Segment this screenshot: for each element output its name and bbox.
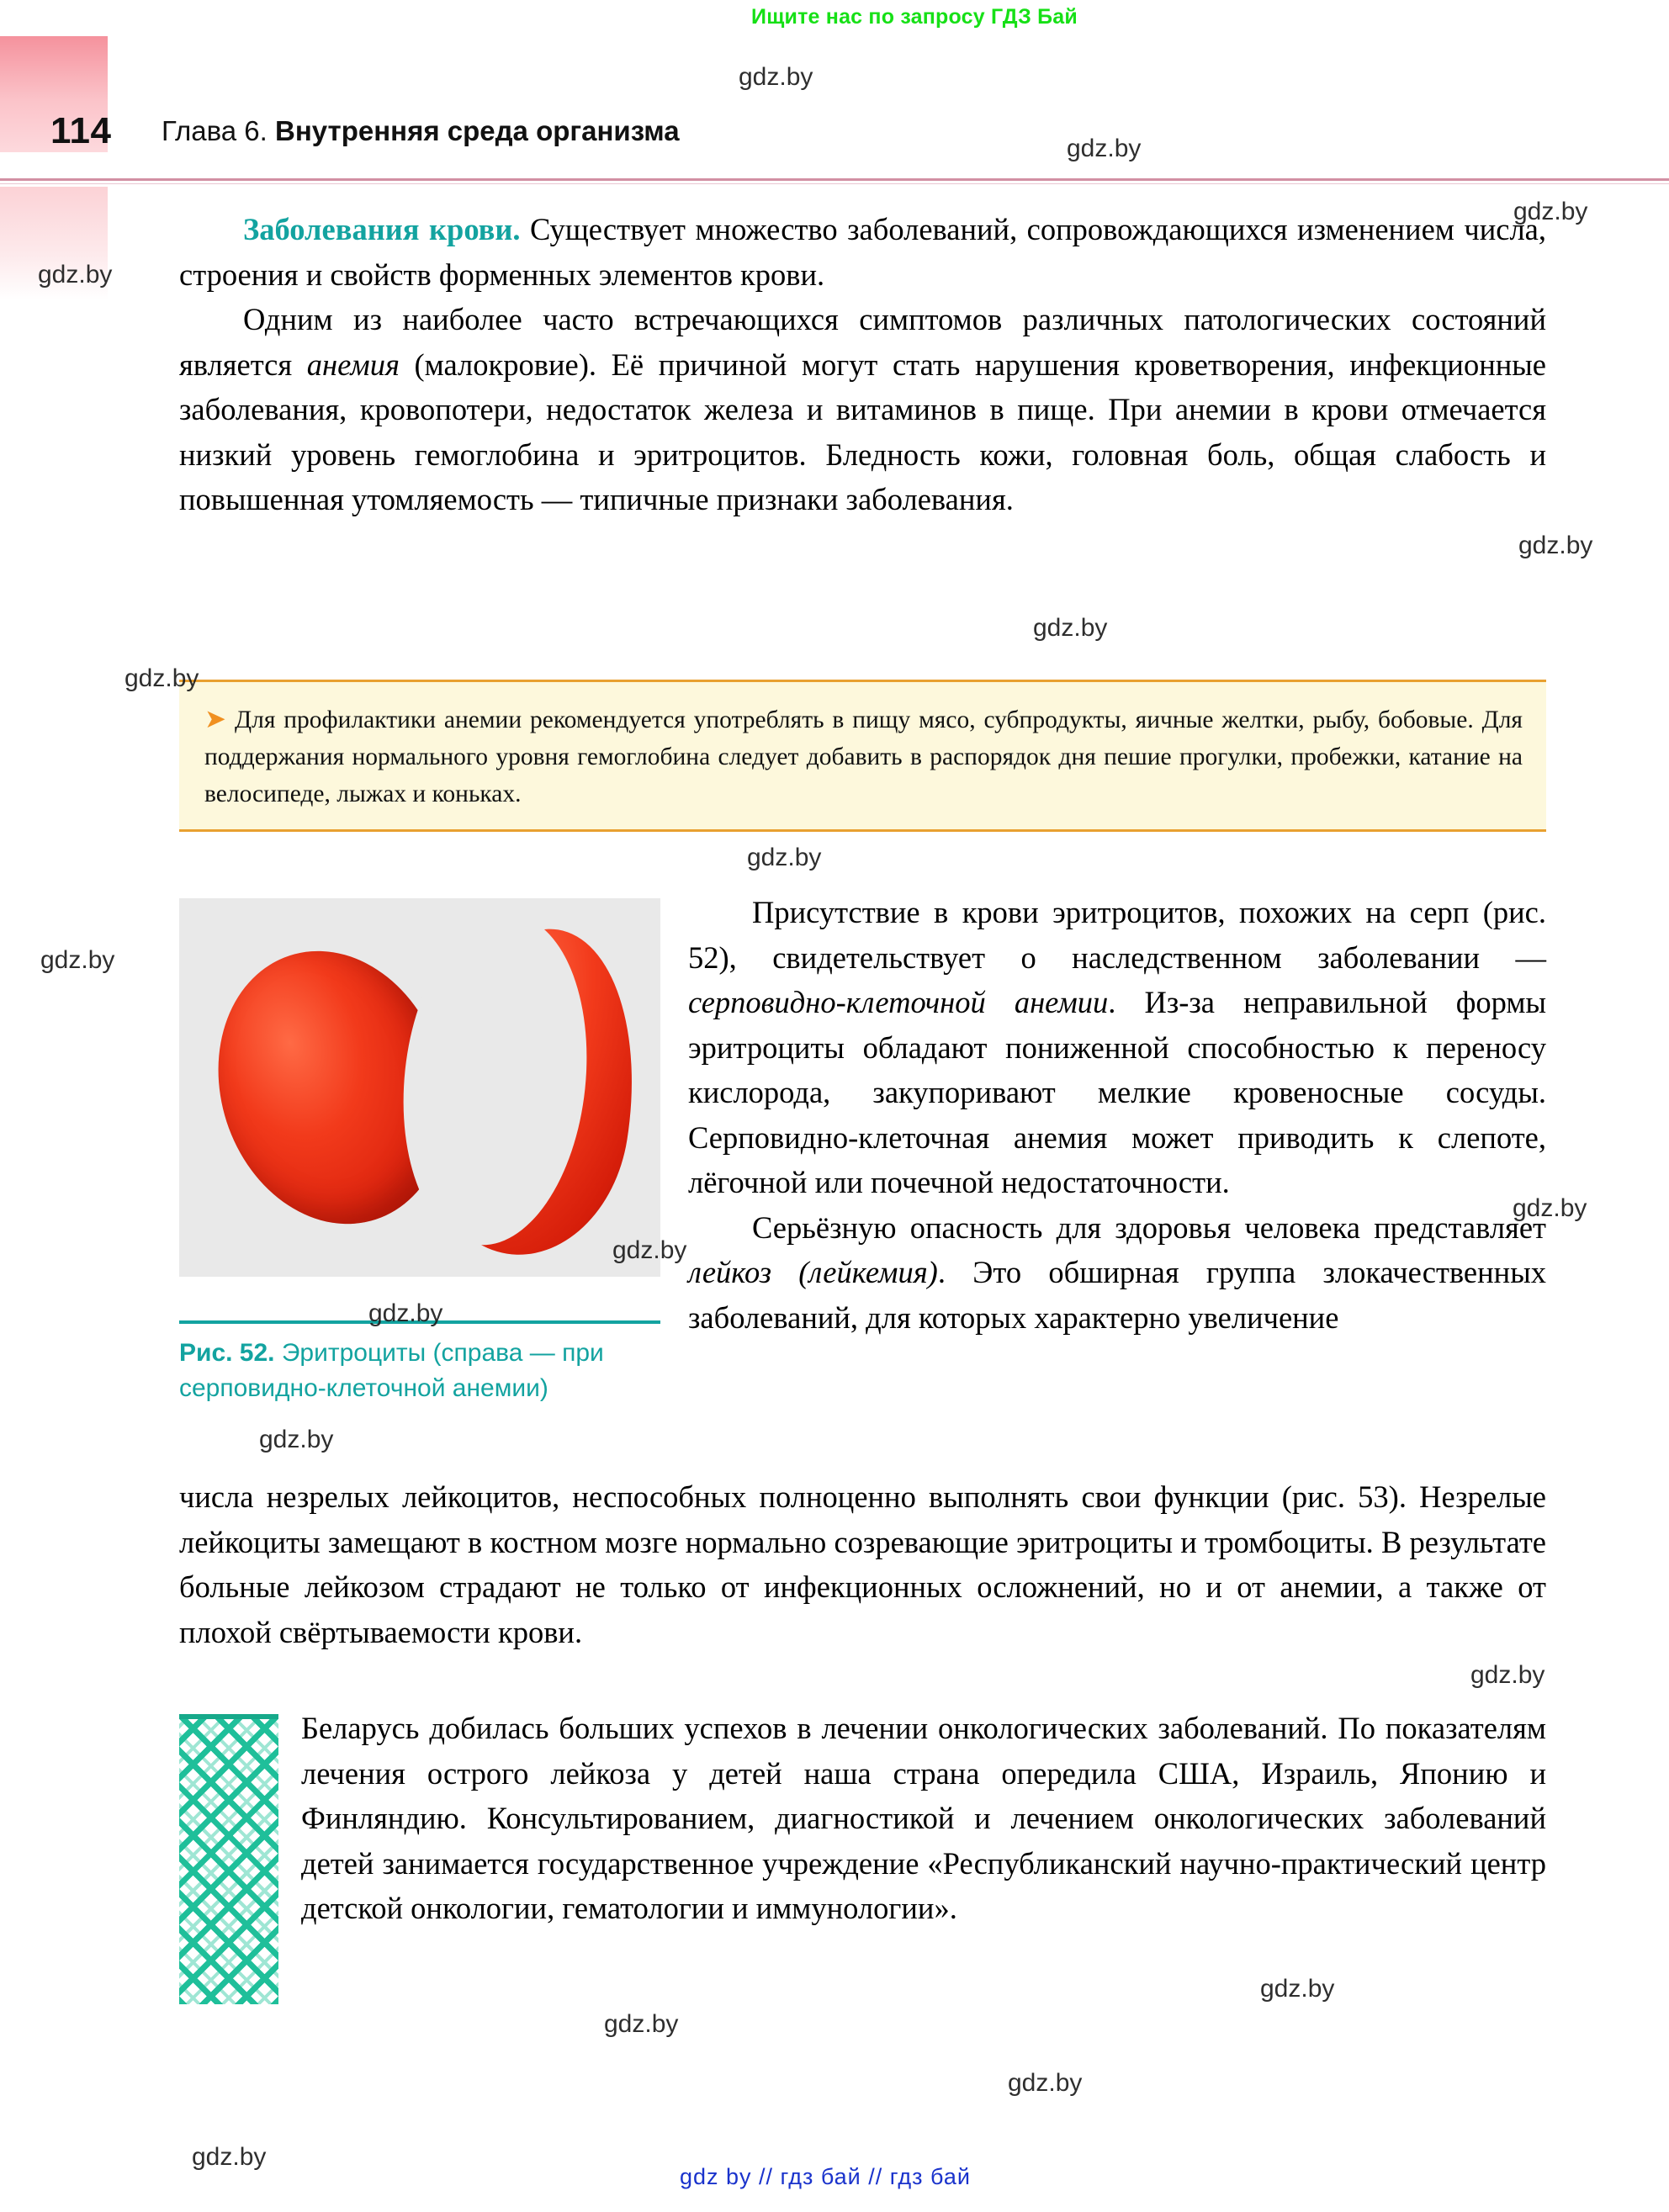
watermark-text: gdz.by [38,261,113,288]
belarusian-ornament-icon [179,1714,278,2004]
paragraph-1-text: Существует множество заболеваний, сопровождающихся изменением числа, строения и свойств форменных элементов крови. [179,212,1546,292]
watermark-text: gdz.by [747,844,822,871]
term-anemia: анемия [306,347,400,382]
figure-caption [179,1336,617,1406]
chapter-title: Внутренняя среда организма [275,115,680,146]
watermark-text: gdz.by [1513,1194,1587,1222]
paragraph-4-text-a: Серьёзную опасность для здоровья человека представляет [752,1209,1546,1245]
watermark-text: gdz.by [604,2010,679,2038]
paragraph-3-text-a: Присутствие в крови эритроцитов, похожих на серп (рис. 52), свидетельствует о наследственном заболевании — [688,895,1546,975]
watermark-text: gdz.by [612,1236,687,1264]
leukemia-continuation-block [179,1474,1546,1654]
paragraph-sickle-cell [688,890,1546,1205]
watermark-text: gdz.by [40,946,115,974]
paragraph-4-text-b: . Это обширная группа злокачественных заболеваний, для которых характерно увеличение [688,1255,1546,1335]
watermark-text: gdz.by [1470,1661,1545,1689]
watermark-text: gdz.by [1260,1975,1335,2003]
figure-number: Рис. 52. [179,1339,275,1367]
header-divider [0,178,1669,181]
paragraph-belarus-oncology: Беларусь добилась больших успехов в лечении онкологических заболеваний. По показателям лечения острого лейкоза у детей наша страна опередила США, Израиль, Японию и Финляндию. Консультированием, диагностикой и лечением онкологических заболеваний детей занимается государственное учреждение «Республиканский научно-практический центр детской онкологии, гематологии и иммунологии». [301,1711,1546,1925]
intro-text-block [179,207,1546,522]
page-number-block-lower [0,187,108,300]
footer-watermark: gdz by // гдз бай // гдз бай [680,2164,971,2189]
header-divider-shadow [0,183,1669,184]
watermark-text: gdz.by [192,2143,267,2171]
watermark-text: gdz.by [125,664,199,692]
figure-caption-rule [179,1320,660,1324]
recommendation-callout [179,680,1546,832]
promo-banner: Ищите нас по запросу ГДЗ Бай [751,5,1078,29]
paragraph-4-continuation: числа незрелых лейкоцитов, неспособных полноценно выполнять свои функции (рис. 53). Незрелые лейкоциты замещают в костном мозге нормально созревающие эритроциты и тромбоциты. В результате больные лейкозом страдают не только от инфекционных осложнений, но и от анемии, а также от плохой свёртываемости крови. [179,1479,1546,1649]
watermark-text: gdz.by [1518,532,1593,559]
watermark-text: gdz.by [1033,614,1108,642]
watermark-text: gdz.by [1067,135,1142,162]
figure-caption-text: Эритроциты (справа — при серповидно-клеточной анемии) [179,1339,604,1402]
term-leukemia: лейкоз (лейкемия) [688,1255,938,1289]
belarus-oncology-block [301,1706,1546,1931]
paragraph-anemia [179,297,1546,522]
paragraph-3-text-b: . Из-за неправильной формы эритроциты обладают пониженной способностью к переносу кислорода, закупоривают мелкие кровеносные сосуды. Серповидно-клеточная анемия может приводить к слепоте, лёгочной или почечной недостаточности. [688,985,1547,1199]
watermark-text: gdz.by [1513,198,1588,225]
watermark-text: gdz.by [368,1299,443,1327]
sickle-cell-text-column [688,890,1546,1340]
term-blood-diseases: Заболевания крови. [243,212,521,246]
paragraph-2-text-a: Одним из наиболее часто встречающихся симптомов различных патологических состояний является [179,302,1546,382]
paragraph-blood-diseases [179,207,1546,297]
paragraph-2-text-b: (малокровие). Её причиной могут стать нарушения кроветворения, инфекционные заболевания, кровопотери, недостаток железа и витаминов в пище. При анемии в крови отмечается низкий уровень гемоглобина и эритроцитов. Бледность кожи, головная боль, общая слабость и повышенная утомляемость — типичные признаки заболевания. [179,347,1546,516]
term-sickle-cell-anemia: серповидно-клеточной анемии [688,985,1109,1019]
chapter-prefix: Глава 6. [162,115,268,146]
figure-erythrocytes-image [179,898,660,1277]
watermark-text: gdz.by [739,63,813,91]
paragraph-leukemia [688,1205,1546,1341]
watermark-text: gdz.by [1008,2069,1083,2097]
page-number: 114 [50,110,112,151]
callout-text: Для профилактики анемии рекомендуется употреблять в пищу мясо, субпродукты, яичные желтки, рыбу, бобовые. Для поддержания нормального уровня гемоглобина следует добавить в распорядок дня пешие прогулки, пробежки, катание на велосипеде, лыжах и коньках. [204,706,1523,807]
triangle-right-icon: ➤ [204,704,226,734]
chapter-heading [162,115,680,147]
watermark-text: gdz.by [259,1426,334,1453]
